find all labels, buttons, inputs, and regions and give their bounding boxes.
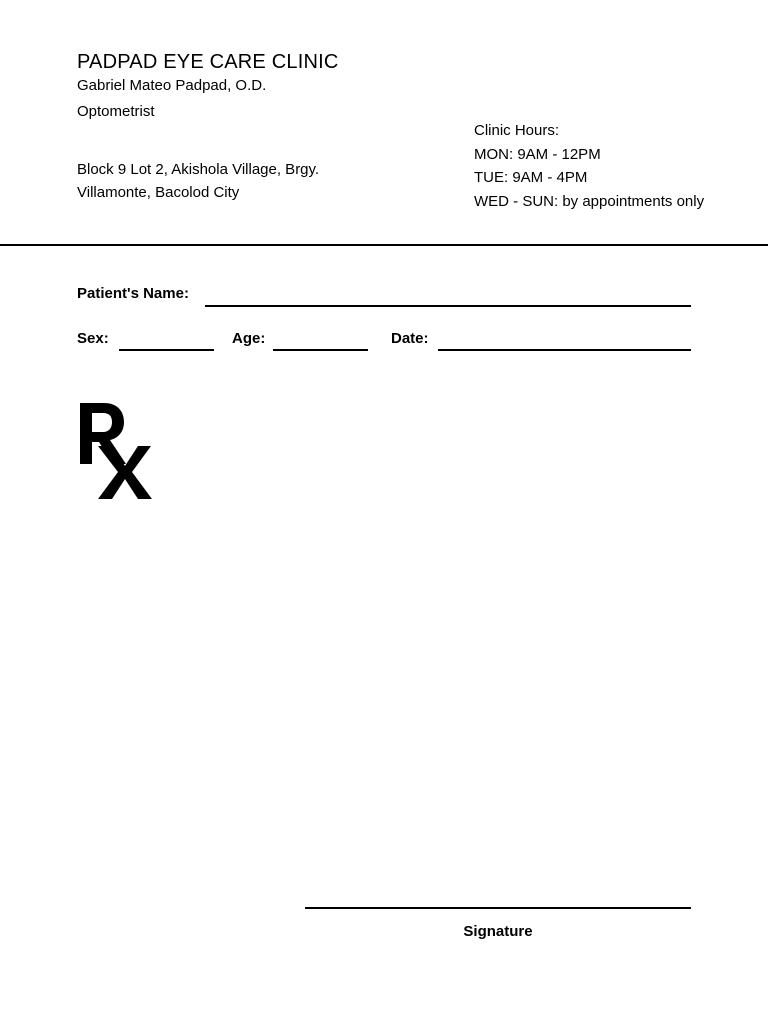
clinic-hours-line: TUE: 9AM - 4PM <box>474 169 588 186</box>
age-field[interactable] <box>273 349 368 351</box>
address-line-2: Villamonte, Bacolod City <box>77 184 240 201</box>
address-line-1: Block 9 Lot 2, Akishola Village, Brgy. <box>77 161 320 178</box>
signature-label: Signature <box>463 923 533 940</box>
date-field[interactable] <box>438 349 691 351</box>
sex-field[interactable] <box>119 349 214 351</box>
sex-label: Sex: <box>77 330 109 347</box>
signature-line[interactable] <box>305 907 691 909</box>
patient-name-field[interactable] <box>205 305 691 307</box>
doctor-title: Optometrist <box>77 103 155 120</box>
date-label: Date: <box>391 330 429 347</box>
age-label: Age: <box>232 330 266 347</box>
clinic-hours-heading: Clinic Hours: <box>474 122 560 139</box>
clinic-name: PADPAD EYE CARE CLINIC <box>77 51 339 73</box>
clinic-hours-line: WED - SUN: by appointments only <box>474 193 705 210</box>
rx-symbol-icon <box>78 400 152 500</box>
doctor-name: Gabriel Mateo Padpad, O.D. <box>77 77 267 94</box>
clinic-hours-line: MON: 9AM - 12PM <box>474 146 601 163</box>
patient-name-label: Patient's Name: <box>77 285 189 302</box>
header-divider <box>0 244 768 246</box>
